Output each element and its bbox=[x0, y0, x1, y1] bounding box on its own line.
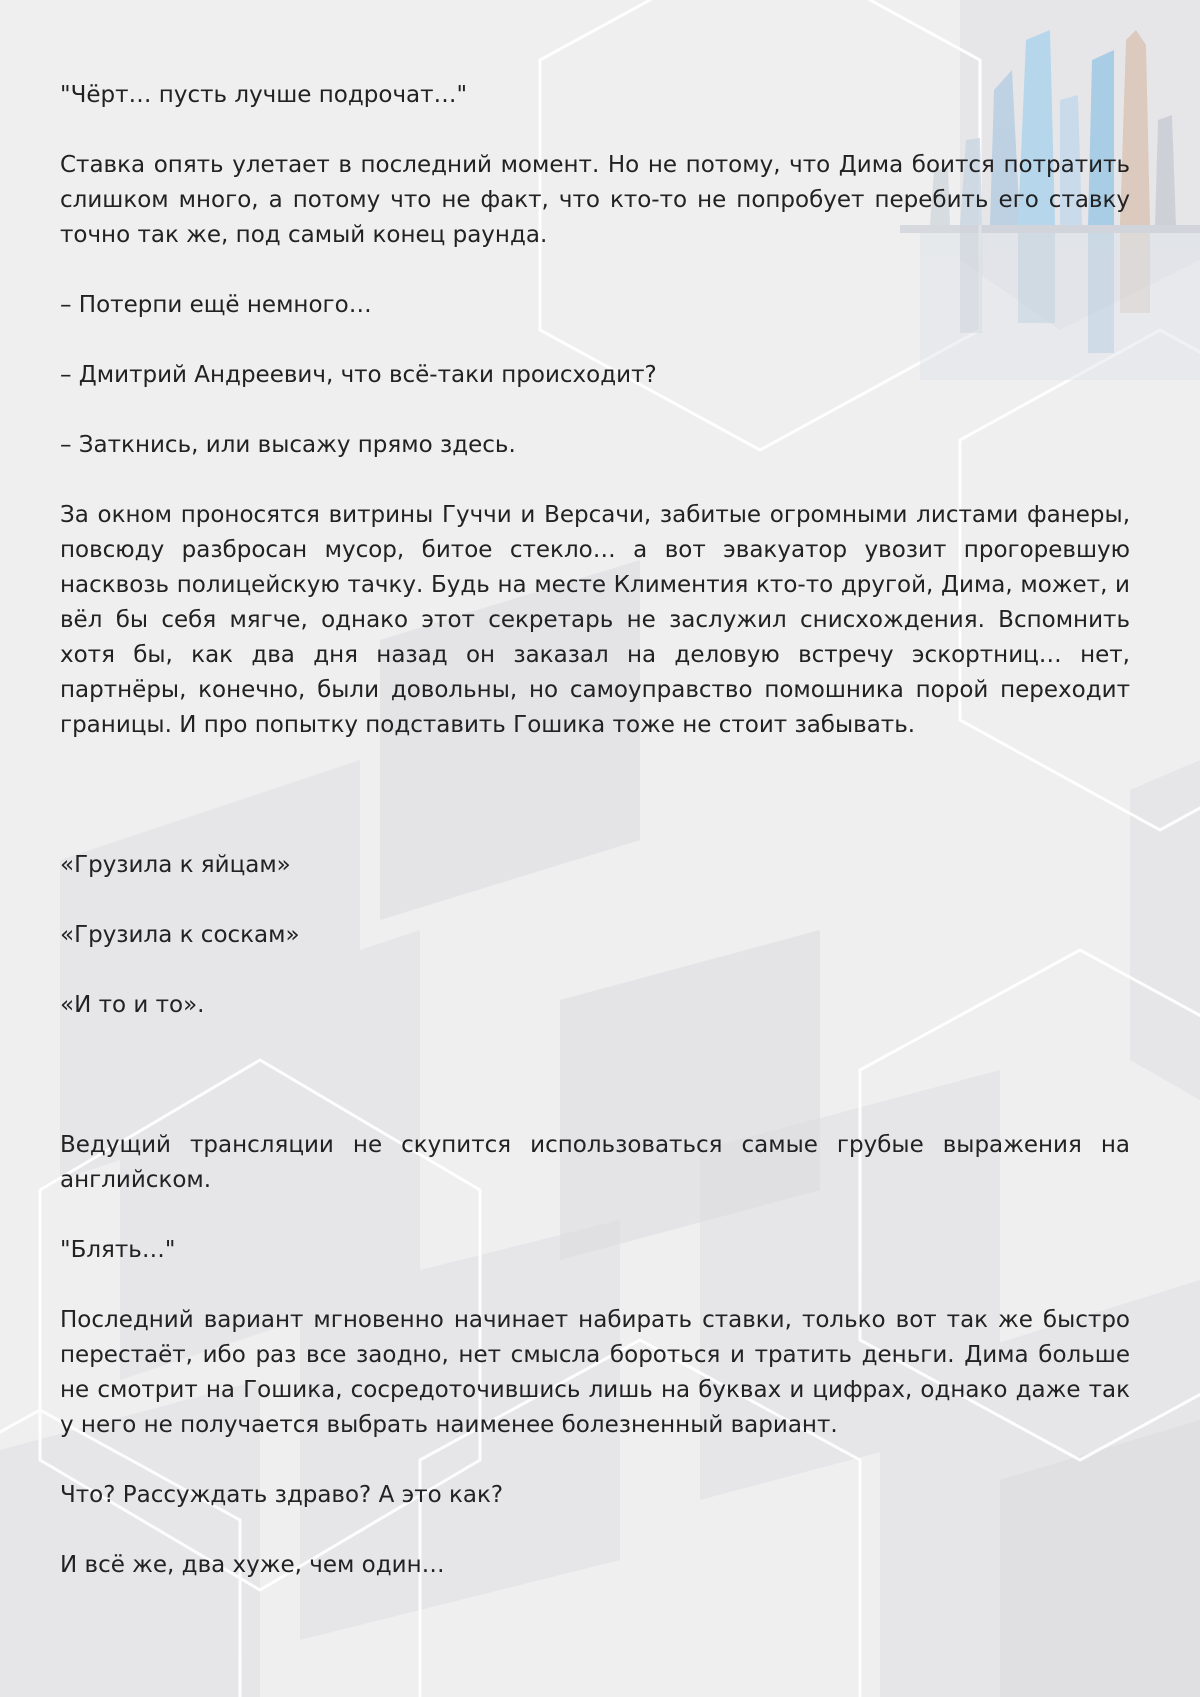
paragraph-narration-4: Последний вариант мгновенно начинает набирать ставки, только вот так же быстро перестаёт, ибо раз все заодно, нет смысла бороться и тратить деньги. Дима больше не смотрит на Гошика, сосредоточившись лишь на буквах и цифрах, однако даже так у него не получается выбрать наименее болезненный вариант. bbox=[60, 1307, 1130, 1438]
paragraph-narration-1: Ставка опять улетает в последний момент. Но не потому, что Дима боится потратить слишком много, а потому что не факт, что кто-то не попробует перебить его ставку точно так же, под самый конец раунда. bbox=[60, 152, 1130, 248]
story-text bbox=[60, 78, 1130, 1583]
paragraph-option-3: «И то и то». bbox=[60, 992, 205, 1018]
paragraph-dialogue-3: – Заткнись, или высажу прямо здесь. bbox=[60, 432, 516, 458]
paragraph-narration-6: И всё же, два хуже, чем один… bbox=[60, 1552, 445, 1578]
paragraph-narration-3: Ведущий трансляции не скупится использоваться самые грубые выражения на английском. bbox=[60, 1132, 1130, 1193]
paragraph-dialogue-1: – Потерпи ещё немного… bbox=[60, 292, 372, 318]
paragraph-quote-1: "Чёрт… пусть лучше подрочат…" bbox=[60, 82, 468, 108]
paragraph-narration-2: За окном проносятся витрины Гуччи и Версачи, забитые огромными листами фанеры, повсюду разбросан мусор, битое стекло… а вот эвакуатор увозит прогоревшую насквозь полицейскую тачку. Будь на месте Климентия кто-то другой, Дима, может, и вёл бы себя мягче, однако этот секретарь не заслужил снисхождения. Вспомнить хотя бы, как два дня назад он заказал на деловую встречу эскортниц… нет, партнёры, конечно, были довольны, но самоуправство помошника порой переходит границы. И про попытку подставить Гошика тоже не стоит забывать. bbox=[60, 502, 1130, 738]
paragraph-option-1: «Грузила к яйцам» bbox=[60, 852, 291, 878]
paragraph-quote-2: "Блять…" bbox=[60, 1237, 176, 1263]
paragraph-option-2: «Грузила к соскам» bbox=[60, 922, 300, 948]
paragraph-narration-5: Что? Рассуждать здраво? А это как? bbox=[60, 1482, 504, 1508]
paragraph-dialogue-2: – Дмитрий Андреевич, что всё-таки происходит? bbox=[60, 362, 657, 388]
